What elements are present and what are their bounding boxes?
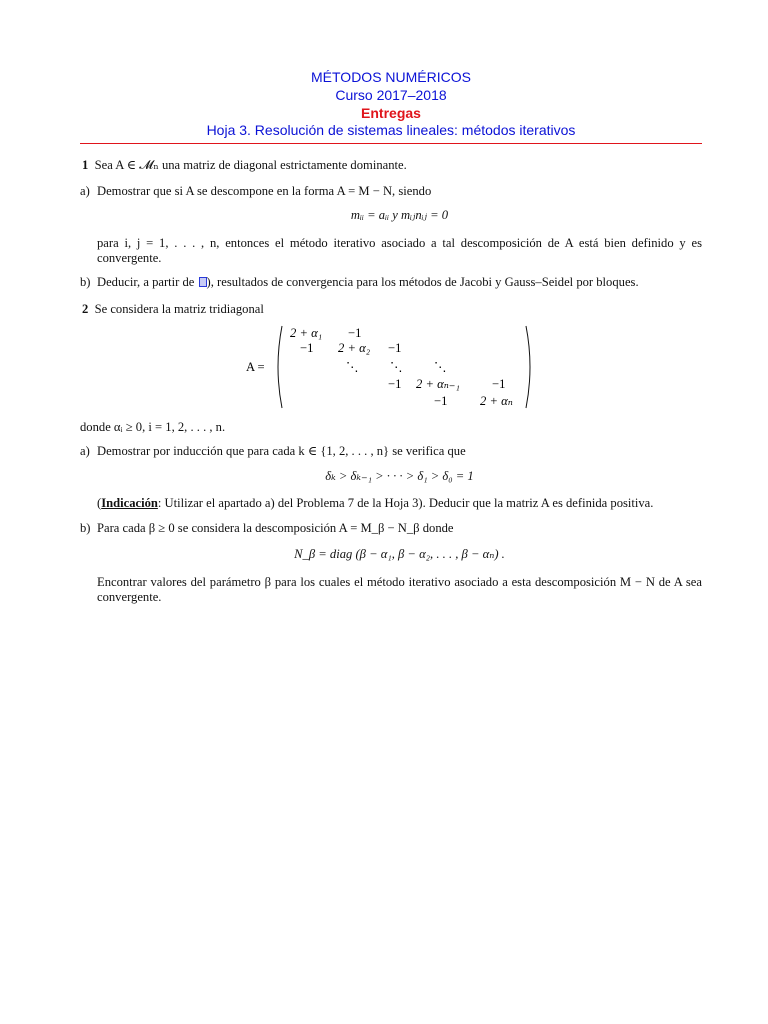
deliveries-heading: Entregas — [361, 105, 421, 121]
matrix-left-paren — [278, 326, 282, 408]
matrix-entry: 2 + αₙ — [480, 394, 513, 408]
problem-1-part-b-pre: Deducir, a partir de — [97, 275, 198, 289]
matrix-dots: ⋱ — [434, 360, 447, 374]
matrix-entry: −1 — [348, 326, 362, 340]
matrix-right-paren — [526, 326, 530, 408]
cross-reference-link[interactable] — [199, 277, 207, 287]
course-title: MÉTODOS NUMÉRICOS — [311, 69, 471, 85]
problem-1-number: 1 — [82, 158, 89, 172]
header-divider — [80, 143, 702, 144]
matrix-entry: −1 — [434, 394, 448, 408]
problem-2-part-b-text2: Encontrar valores del parámetro β para los cuales el método iterativo asociado a esta descomposición M − N de A sea convergente. — [97, 575, 702, 604]
problem-1-part-b — [97, 275, 702, 290]
problem-2-part-a-text: Demostrar por inducción que para cada k ∈ {1, 2, . . . , n} se verifica que — [97, 444, 466, 458]
problem-1-part-a-text2: para i, j = 1, . . . , n, entonces el método iterativo asociado a tal descomposición de A está bien definido y es convergente. — [97, 236, 702, 265]
problem-2-where: donde αᵢ ≥ 0, i = 1, 2, . . . , n. — [80, 420, 226, 434]
problem-1-part-b-label: b) — [80, 275, 91, 289]
problem-2-inequality: δₖ > δₖ₋₁ > · · · > δ₁ > δ₀ = 1 — [325, 469, 474, 483]
matrix-entry: −1 — [388, 377, 402, 391]
matrix-dots: ⋱ — [346, 360, 359, 374]
matrix-entry: −1 — [300, 341, 314, 355]
matrix-entry: 2 + αₙ₋₁ — [416, 377, 460, 391]
hint-text: : Utilizar el apartado a) del Problema 7 de la Hoja 3). Deducir que la matriz A es definida positiva. — [157, 496, 654, 510]
matrix-entry: 2 + α₂ — [338, 341, 371, 355]
hint-label: Indicación — [101, 496, 158, 510]
problem-2-part-b-text: Para cada β ≥ 0 se considera la descomposición A = M_β − N_β donde — [97, 521, 454, 535]
matrix-dots: ⋱ — [390, 360, 403, 374]
problem-2-statement — [82, 302, 702, 317]
matrix-drawing — [230, 322, 550, 412]
problem-2-text: Se considera la matriz tridiagonal — [94, 302, 264, 316]
problem-2-part-a-label: a) — [80, 444, 90, 458]
sheet-title: Hoja 3. Resolución de sistemas lineales: métodos iterativos — [206, 122, 576, 138]
course-year: Curso 2017–2018 — [335, 87, 447, 103]
problem-2-number: 2 — [82, 302, 89, 316]
matrix-entry: −1 — [388, 341, 402, 355]
matrix-lhs: A = — [246, 360, 265, 374]
problem-2-part-b-label: b) — [80, 521, 91, 535]
problem-1-statement — [82, 158, 702, 173]
problem-1-part-a-text: Demostrar que si A se descompone en la forma A = M − N, siendo — [97, 184, 432, 198]
matrix-entry: −1 — [492, 377, 506, 391]
tridiagonal-matrix — [230, 322, 550, 412]
problem-2-hint: (Indicación: Utilizar el apartado a) del Problema 7 de la Hoja 3). Deducir que la matriz A es definida positiva. — [97, 496, 654, 510]
problem-2-diag-formula: N_β = diag (β − α₁, β − α₂, . . . , β − αₙ) . — [294, 547, 505, 561]
problem-1-part-b-post: ), resultados de convergencia para los métodos de Jacobi y Gauss–Seidel por bloques. — [206, 275, 639, 289]
problem-1-text: Sea A ∈ 𝓜ₙ una matriz de diagonal estrictamente dominante. — [94, 158, 407, 172]
problem-1-part-a-label: a) — [80, 184, 90, 198]
problem-1-formula: mᵢᵢ = aᵢᵢ y mᵢⱼnᵢⱼ = 0 — [350, 208, 449, 222]
matrix-entry: 2 + α₁ — [290, 326, 323, 340]
